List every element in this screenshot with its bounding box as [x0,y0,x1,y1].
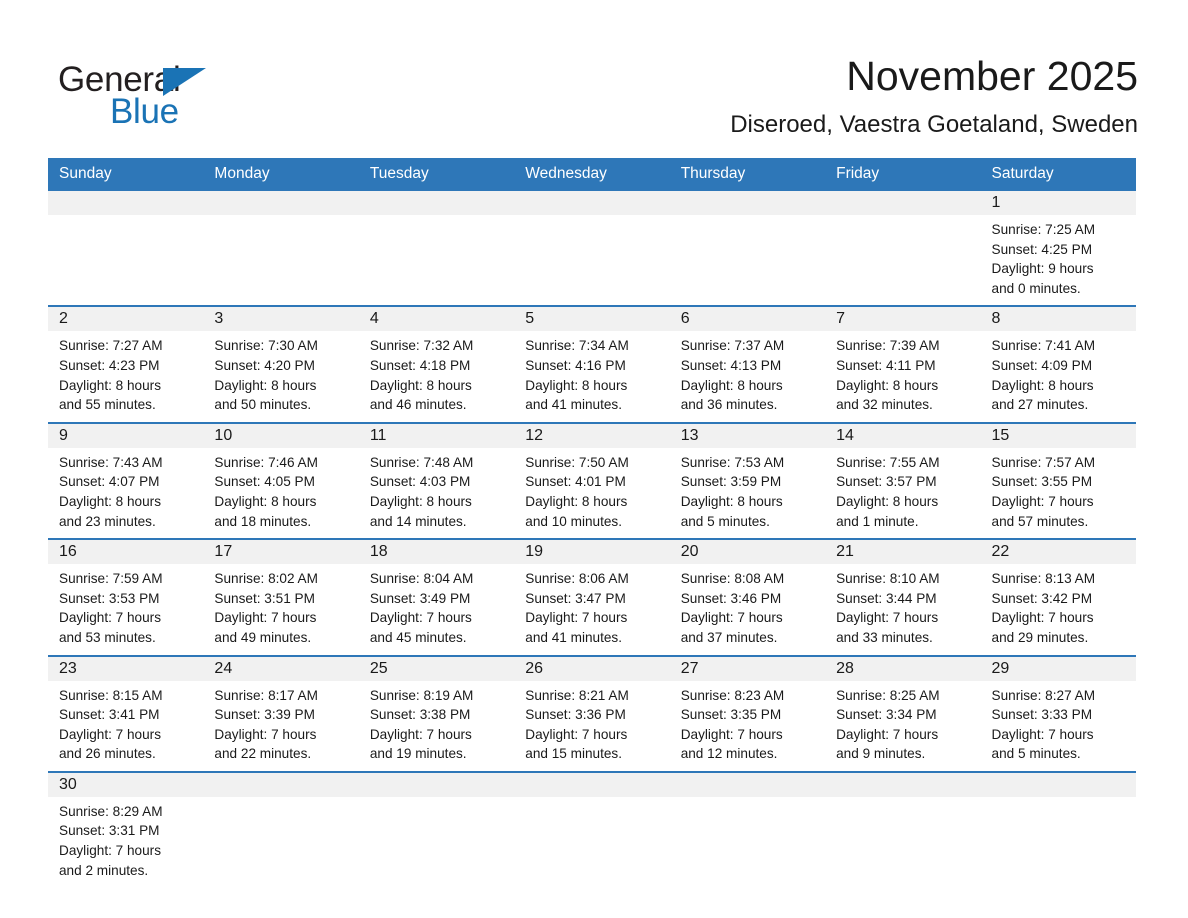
day-cell[interactable] [359,331,514,422]
daylight-text-2: and 41 minutes. [525,397,622,413]
day-cell[interactable] [203,797,358,887]
daylight-text-1: Daylight: 8 hours [369,377,472,393]
sunrise-text: Sunrise: 8:04 AM [369,571,474,587]
day-number[interactable] [514,772,669,797]
sunrise-text: Sunrise: 8:17 AM [214,687,318,703]
day-number[interactable] [48,191,203,215]
daylight-text-2: and 22 minutes. [214,746,312,762]
daylight-text-1: Daylight: 8 hours [680,493,783,509]
sunset-text: Sunset: 3:51 PM [214,590,315,606]
day-number[interactable]: 22 [981,539,1136,564]
day-cell[interactable] [670,681,825,772]
sunset-text: Sunset: 3:31 PM [59,823,160,839]
weekday-header-wednesday: Wednesday [514,158,669,191]
sunrise-text: Sunrise: 7:41 AM [991,338,1096,354]
daylight-text-1: Daylight: 7 hours [991,726,1094,742]
daylight-text-1: Daylight: 7 hours [59,610,162,626]
day-cell[interactable] [203,681,358,772]
sunrise-text: Sunrise: 8:19 AM [369,687,474,703]
day-number[interactable] [203,772,358,797]
week-1-daynumbers [48,191,1136,215]
week-5-details [48,681,1136,772]
daylight-text-1: Daylight: 7 hours [59,843,162,859]
day-number[interactable]: 3 [203,306,358,331]
daylight-text-1: Daylight: 8 hours [680,377,783,393]
day-number[interactable] [825,191,980,215]
sunrise-text: Sunrise: 7:53 AM [680,454,785,470]
weekday-header-sunday: Sunday [48,158,203,191]
week-1-details [48,215,1136,306]
daylight-text-2: and 15 minutes. [525,746,622,762]
daylight-text-1: Daylight: 7 hours [214,610,317,626]
day-cell[interactable] [825,448,980,539]
day-cell[interactable] [825,797,980,887]
sunrise-text: Sunrise: 8:25 AM [836,687,940,703]
daylight-text-2: and 45 minutes. [369,629,467,645]
day-number[interactable]: 18 [359,539,514,564]
sunset-text: Sunset: 3:42 PM [991,590,1093,606]
daylight-text-1: Daylight: 7 hours [680,726,783,742]
daylight-text-2: and 2 minutes. [59,862,149,878]
day-cell[interactable] [514,681,669,772]
day-cell[interactable] [670,215,825,306]
sunset-text: Sunset: 4:25 PM [991,241,1093,257]
sunrise-text: Sunrise: 7:57 AM [991,454,1096,470]
day-cell[interactable] [48,215,203,306]
day-number[interactable]: 23 [48,656,203,681]
day-cell[interactable] [981,331,1136,422]
daylight-text-1: Daylight: 7 hours [214,726,317,742]
day-number[interactable]: 25 [359,656,514,681]
sunset-text: Sunset: 4:11 PM [836,357,936,373]
day-number[interactable]: 9 [48,423,203,448]
daylight-text-2: and 32 minutes. [836,397,933,413]
daylight-text-1: Daylight: 7 hours [991,610,1094,626]
sunset-text: Sunset: 3:41 PM [59,707,160,723]
general-blue-logo [58,60,278,138]
sunset-text: Sunset: 4:13 PM [680,357,782,373]
sunset-text: Sunset: 3:39 PM [214,707,315,723]
page-header [48,48,1140,148]
day-number[interactable]: 30 [48,772,203,797]
week-2-details [48,331,1136,422]
sunrise-text: Sunrise: 8:10 AM [836,571,940,587]
day-number[interactable] [359,772,514,797]
daylight-text-1: Daylight: 7 hours [59,726,162,742]
weekday-header-monday: Monday [203,158,358,191]
sunset-text: Sunset: 3:59 PM [680,474,782,490]
day-cell[interactable] [670,331,825,422]
daylight-text-1: Daylight: 8 hours [836,377,939,393]
sunrise-text: Sunrise: 7:32 AM [369,338,474,354]
week-3-details [48,448,1136,539]
sunrise-text: Sunrise: 7:46 AM [214,454,318,470]
daylight-text-1: Daylight: 8 hours [214,493,317,509]
daylight-text-2: and 53 minutes. [59,629,156,645]
day-number[interactable]: 2 [48,306,203,331]
day-number[interactable]: 24 [203,656,358,681]
week-6-details [48,797,1136,887]
daylight-text-2: and 26 minutes. [59,746,156,762]
day-cell[interactable] [514,448,669,539]
day-number[interactable] [359,191,514,215]
daylight-text-1: Daylight: 8 hours [59,377,162,393]
sunset-text: Sunset: 4:20 PM [214,357,315,373]
day-number[interactable]: 21 [825,539,980,564]
sunrise-text: Sunrise: 8:23 AM [680,687,785,703]
day-number[interactable]: 15 [981,423,1136,448]
sunrise-text: Sunrise: 8:13 AM [991,571,1096,587]
day-number[interactable] [825,772,980,797]
day-cell[interactable] [514,564,669,655]
sunset-text: Sunset: 4:18 PM [369,357,471,373]
sunrise-text: Sunrise: 7:27 AM [59,338,163,354]
sunrise-text: Sunrise: 8:21 AM [525,687,629,703]
daylight-text-1: Daylight: 8 hours [525,377,628,393]
sunset-text: Sunset: 4:16 PM [525,357,626,373]
day-number[interactable]: 8 [981,306,1136,331]
day-cell[interactable] [203,564,358,655]
day-cell[interactable] [203,215,358,306]
daylight-text-2: and 5 minutes. [680,513,770,529]
sunrise-text: Sunrise: 7:59 AM [59,571,163,587]
sunset-text: Sunset: 3:53 PM [59,590,160,606]
day-cell[interactable] [670,797,825,887]
day-cell[interactable] [670,564,825,655]
sunrise-text: Sunrise: 7:43 AM [59,454,163,470]
day-cell[interactable] [670,448,825,539]
day-cell[interactable] [981,564,1136,655]
sunset-text: Sunset: 3:49 PM [369,590,471,606]
day-cell[interactable] [203,331,358,422]
day-number[interactable]: 11 [359,423,514,448]
daylight-text-2: and 49 minutes. [214,629,312,645]
daylight-text-2: and 55 minutes. [59,397,156,413]
sunrise-text: Sunrise: 7:50 AM [525,454,629,470]
daylight-text-1: Daylight: 8 hours [369,493,472,509]
weekday-header-row [48,158,1136,191]
day-number[interactable]: 28 [825,656,980,681]
day-cell[interactable] [981,448,1136,539]
sunset-text: Sunset: 3:47 PM [525,590,626,606]
day-cell[interactable] [48,681,203,772]
weekday-header-thursday: Thursday [670,158,825,191]
daylight-text-2: and 57 minutes. [991,513,1089,529]
day-number[interactable] [670,191,825,215]
calendar-body [48,191,1136,887]
logo-text-blue: Blue [110,92,179,131]
daylight-text-1: Daylight: 7 hours [369,726,472,742]
daylight-text-2: and 5 minutes. [991,746,1081,762]
day-number[interactable]: 10 [203,423,358,448]
day-cell[interactable] [359,215,514,306]
day-number[interactable]: 26 [514,656,669,681]
daylight-text-2: and 41 minutes. [525,629,622,645]
daylight-text-2: and 37 minutes. [680,629,778,645]
daylight-text-2: and 10 minutes. [525,513,622,529]
week-4-details [48,564,1136,655]
sunset-text: Sunset: 4:01 PM [525,474,626,490]
sunset-text: Sunset: 3:35 PM [680,707,782,723]
day-cell[interactable] [359,564,514,655]
day-number[interactable] [981,772,1136,797]
daylight-text-2: and 1 minute. [836,513,919,529]
day-cell[interactable] [48,331,203,422]
day-number[interactable]: 7 [825,306,980,331]
day-number[interactable]: 27 [670,656,825,681]
daylight-text-1: Daylight: 7 hours [680,610,783,626]
week-3-daynumbers [48,423,1136,448]
sunset-text: Sunset: 4:09 PM [991,357,1093,373]
daylight-text-1: Daylight: 8 hours [991,377,1094,393]
daylight-text-2: and 33 minutes. [836,629,933,645]
day-cell[interactable] [48,564,203,655]
week-5-daynumbers [48,656,1136,681]
day-cell[interactable] [981,681,1136,772]
daylight-text-1: Daylight: 7 hours [836,610,939,626]
sunset-text: Sunset: 4:23 PM [59,357,160,373]
daylight-text-1: Daylight: 8 hours [525,493,628,509]
daylight-text-2: and 27 minutes. [991,397,1089,413]
day-cell[interactable] [203,448,358,539]
sunrise-text: Sunrise: 7:37 AM [680,338,785,354]
sunrise-text: Sunrise: 8:02 AM [214,571,318,587]
day-cell[interactable] [825,564,980,655]
weekday-header-saturday: Saturday [981,158,1136,191]
day-cell[interactable] [359,681,514,772]
daylight-text-2: and 36 minutes. [680,397,778,413]
daylight-text-1: Daylight: 7 hours [525,726,628,742]
day-number[interactable]: 29 [981,656,1136,681]
day-cell[interactable] [514,215,669,306]
day-cell[interactable] [359,797,514,887]
day-number[interactable] [514,191,669,215]
daylight-text-2: and 50 minutes. [214,397,312,413]
sunrise-text: Sunrise: 8:06 AM [525,571,629,587]
day-cell[interactable] [359,448,514,539]
daylight-text-2: and 14 minutes. [369,513,467,529]
weekday-header-friday: Friday [825,158,980,191]
day-cell[interactable] [981,797,1136,887]
sunset-text: Sunset: 3:44 PM [836,590,937,606]
sunset-text: Sunset: 3:46 PM [680,590,782,606]
daylight-text-2: and 0 minutes. [991,280,1081,296]
daylight-text-2: and 23 minutes. [59,513,156,529]
daylight-text-1: Daylight: 7 hours [525,610,628,626]
day-number[interactable]: 16 [48,539,203,564]
week-6-daynumbers [48,772,1136,797]
sunset-text: Sunset: 3:33 PM [991,707,1093,723]
sunrise-text: Sunrise: 7:34 AM [525,338,629,354]
sunset-text: Sunset: 3:36 PM [525,707,626,723]
day-cell[interactable] [981,215,1136,306]
daylight-text-1: Daylight: 8 hours [836,493,939,509]
day-number[interactable]: 5 [514,306,669,331]
day-cell[interactable] [514,331,669,422]
sunrise-text: Sunrise: 8:08 AM [680,571,785,587]
daylight-text-2: and 46 minutes. [369,397,467,413]
week-2-daynumbers [48,306,1136,331]
daylight-text-1: Daylight: 8 hours [59,493,162,509]
day-number[interactable]: 13 [670,423,825,448]
day-number[interactable]: 20 [670,539,825,564]
day-cell[interactable] [514,797,669,887]
page-subtitle: Diseroed, Vaestra Goetaland, Sweden [730,111,1138,138]
sunrise-text: Sunrise: 8:15 AM [59,687,163,703]
sunset-text: Sunset: 4:03 PM [369,474,471,490]
sunset-text: Sunset: 3:38 PM [369,707,471,723]
sunrise-text: Sunrise: 7:39 AM [836,338,940,354]
daylight-text-2: and 9 minutes. [836,746,926,762]
day-number[interactable] [203,191,358,215]
sunset-text: Sunset: 4:05 PM [214,474,315,490]
sunset-text: Sunset: 3:34 PM [836,707,937,723]
sunrise-text: Sunrise: 7:30 AM [214,338,318,354]
day-number[interactable]: 1 [981,191,1136,215]
daylight-text-1: Daylight: 9 hours [991,261,1094,277]
day-number[interactable]: 6 [670,306,825,331]
day-number[interactable]: 12 [514,423,669,448]
week-4-daynumbers [48,539,1136,564]
day-number[interactable]: 19 [514,539,669,564]
sunset-text: Sunset: 3:55 PM [991,474,1093,490]
logo-text-general: General [58,60,181,99]
daylight-text-2: and 12 minutes. [680,746,778,762]
day-cell[interactable] [48,797,203,887]
daylight-text-1: Daylight: 8 hours [214,377,317,393]
sunrise-text: Sunrise: 8:27 AM [991,687,1096,703]
sunset-text: Sunset: 4:07 PM [59,474,160,490]
page-title: November 2025 [846,53,1138,99]
sunrise-text: Sunrise: 7:25 AM [991,222,1096,237]
calendar-table [48,158,1136,887]
sunrise-text: Sunrise: 8:29 AM [59,803,163,819]
day-cell[interactable] [825,681,980,772]
daylight-text-1: Daylight: 7 hours [369,610,472,626]
day-cell[interactable] [825,331,980,422]
day-number[interactable]: 4 [359,306,514,331]
daylight-text-2: and 18 minutes. [214,513,312,529]
daylight-text-2: and 19 minutes. [369,746,467,762]
sunrise-text: Sunrise: 7:55 AM [836,454,940,470]
day-number[interactable] [670,772,825,797]
daylight-text-2: and 29 minutes. [991,629,1089,645]
sunset-text: Sunset: 3:57 PM [836,474,937,490]
day-cell[interactable] [48,448,203,539]
day-cell[interactable] [825,215,980,306]
weekday-header-tuesday: Tuesday [359,158,514,191]
daylight-text-1: Daylight: 7 hours [836,726,939,742]
daylight-text-1: Daylight: 7 hours [991,493,1094,509]
calendar-weekday-header [48,158,1136,191]
day-number[interactable]: 14 [825,423,980,448]
day-number[interactable]: 17 [203,539,358,564]
sunrise-text: Sunrise: 7:48 AM [369,454,474,470]
